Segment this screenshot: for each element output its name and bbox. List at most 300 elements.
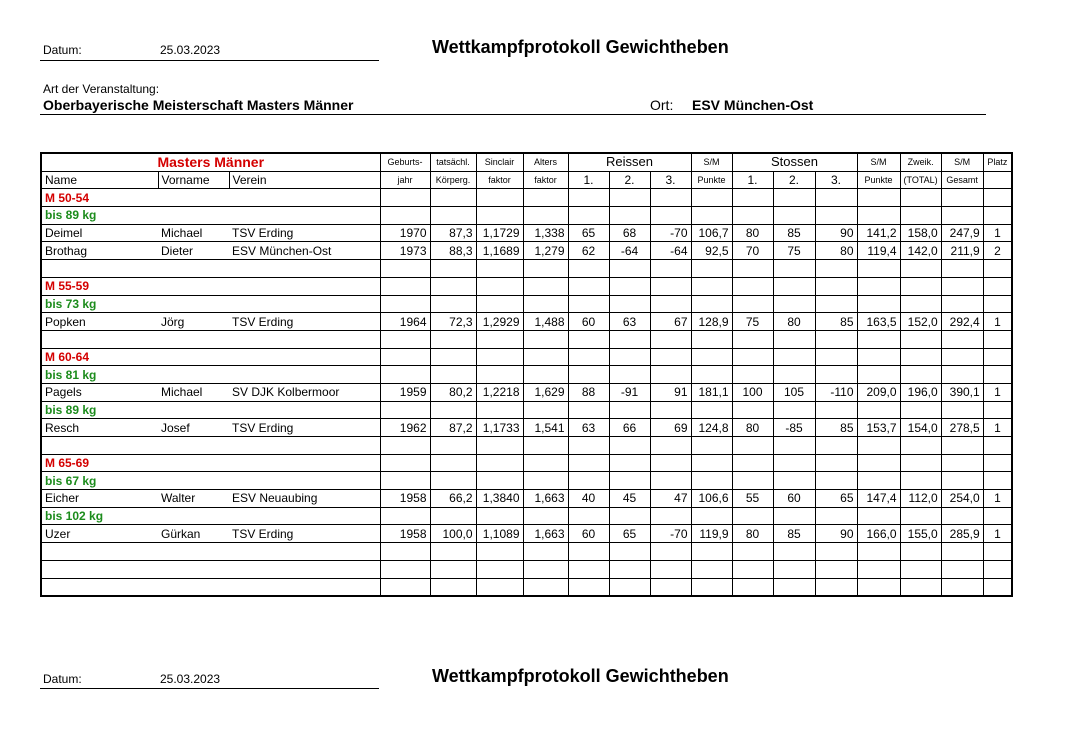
results-table [40,152,1013,597]
header-alters: Alters [523,153,568,171]
empty-cell [773,207,815,225]
empty-cell [815,207,857,225]
empty-cell [691,207,732,225]
cell-kg: 88,3 [430,242,476,260]
empty-cell [650,543,691,561]
empty-cell [983,543,1012,561]
cell-platz: 2 [983,242,1012,260]
empty-cell [773,543,815,561]
empty-cell [732,507,773,525]
empty-cell [983,295,1012,313]
empty-cell [691,295,732,313]
athlete-row [41,242,1012,260]
empty-cell [691,401,732,419]
empty-cell [523,543,568,561]
header-platz: Platz [983,153,1012,171]
header-sinclair: Sinclair [476,153,523,171]
cell-r1: 88 [568,383,609,401]
cell-alters: 1,488 [523,313,568,331]
empty-cell [650,578,691,596]
empty-cell [380,295,430,313]
header-stossen: Stossen [732,153,857,171]
cell-ssm: 153,7 [857,419,900,437]
empty-cell [857,260,900,278]
cell-name: Eicher [41,490,158,508]
cell-s1: 80 [732,525,773,543]
empty-cell [523,260,568,278]
cell-ssm: 119,4 [857,242,900,260]
date-label: Datum: [43,43,82,57]
athlete-row [41,525,1012,543]
empty-cell [380,401,430,419]
cell-vorname: Dieter [158,242,229,260]
empty-cell [523,330,568,348]
cell-sinclair: 1,1089 [476,525,523,543]
cell-r1: 60 [568,525,609,543]
empty-cell [732,277,773,295]
empty-cell [650,437,691,455]
cell-r3: -64 [650,242,691,260]
empty-cell [41,560,380,578]
empty-cell [609,260,650,278]
cell-verein: ESV München-Ost [229,242,380,260]
empty-cell [609,207,650,225]
cell-r2: 65 [609,525,650,543]
cell-verein: TSV Erding [229,313,380,331]
header-reissen: Reissen [568,153,691,171]
cell-jahr: 1958 [380,490,430,508]
cell-r1: 60 [568,313,609,331]
empty-cell [523,348,568,366]
cell-jahr: 1958 [380,525,430,543]
empty-cell [983,437,1012,455]
empty-cell [380,472,430,490]
empty-cell [41,437,380,455]
cell-r3: 47 [650,490,691,508]
cell-verein: TSV Erding [229,224,380,242]
cell-jahr: 1970 [380,224,430,242]
weight-class-row [41,207,1012,225]
empty-cell [983,260,1012,278]
cell-vorname: Michael [158,224,229,242]
cell-rsm: 92,5 [691,242,732,260]
cell-s2: 105 [773,383,815,401]
cell-sinclair: 1,1689 [476,242,523,260]
cell-r2: 66 [609,419,650,437]
empty-cell [941,578,983,596]
empty-row [41,330,1012,348]
athlete-row [41,313,1012,331]
cell-total: 155,0 [900,525,941,543]
weight-class-label: bis 67 kg [41,472,380,490]
empty-cell [380,330,430,348]
empty-cell [476,260,523,278]
empty-cell [523,401,568,419]
header-vorname: Vorname [158,171,229,189]
cell-s3: 85 [815,313,857,331]
empty-cell [380,189,430,207]
empty-cell [476,401,523,419]
empty-cell [857,507,900,525]
empty-row [41,578,1012,596]
cell-name: Popken [41,313,158,331]
cell-platz: 1 [983,419,1012,437]
location-value: ESV München-Ost [692,97,814,113]
empty-cell [476,348,523,366]
empty-cell [773,472,815,490]
cell-name: Resch [41,419,158,437]
empty-cell [983,507,1012,525]
empty-cell [380,454,430,472]
empty-cell [732,560,773,578]
empty-cell [650,330,691,348]
empty-cell [857,578,900,596]
empty-cell [732,454,773,472]
empty-cell [941,472,983,490]
empty-cell [815,348,857,366]
empty-cell [691,260,732,278]
empty-cell [568,560,609,578]
header-s1: 1. [732,171,773,189]
cell-verein: TSV Erding [229,419,380,437]
empty-cell [691,454,732,472]
empty-cell [732,543,773,561]
cell-r2: 68 [609,224,650,242]
cell-s3: -110 [815,383,857,401]
empty-cell [983,189,1012,207]
cell-kg: 72,3 [430,313,476,331]
empty-cell [773,401,815,419]
empty-cell [983,401,1012,419]
cell-ssm: 163,5 [857,313,900,331]
empty-row [41,560,1012,578]
empty-cell [691,437,732,455]
empty-cell [732,295,773,313]
header-zweik: Zweik. [900,153,941,171]
cell-r1: 63 [568,419,609,437]
empty-cell [609,401,650,419]
empty-cell [41,578,380,596]
empty-cell [430,454,476,472]
weight-class-row [41,295,1012,313]
header-stossen-sm: S/M [857,153,900,171]
empty-cell [941,330,983,348]
empty-cell [941,189,983,207]
empty-cell [476,454,523,472]
empty-cell [900,330,941,348]
weight-class-label: bis 73 kg [41,295,380,313]
cell-total: 158,0 [900,224,941,242]
empty-cell [380,507,430,525]
cell-total: 152,0 [900,313,941,331]
cell-rsm: 106,6 [691,490,732,508]
empty-cell [900,277,941,295]
empty-cell [609,578,650,596]
empty-cell [815,543,857,561]
empty-cell [732,330,773,348]
empty-cell [609,507,650,525]
empty-cell [900,295,941,313]
empty-cell [523,277,568,295]
footer-date-value: 25.03.2023 [160,672,221,686]
empty-cell [900,543,941,561]
header-r1: 1. [568,171,609,189]
empty-cell [941,543,983,561]
empty-cell [430,472,476,490]
empty-cell [857,366,900,384]
empty-cell [430,348,476,366]
empty-cell [983,330,1012,348]
empty-cell [568,260,609,278]
empty-cell [691,560,732,578]
empty-cell [773,578,815,596]
empty-cell [900,507,941,525]
empty-cell [476,507,523,525]
empty-cell [568,330,609,348]
empty-cell [815,472,857,490]
cell-gesamt: 247,9 [941,224,983,242]
cell-platz: 1 [983,313,1012,331]
cell-r1: 62 [568,242,609,260]
empty-cell [609,472,650,490]
event-underline [40,114,986,115]
empty-cell [650,207,691,225]
cell-total: 196,0 [900,383,941,401]
empty-cell [523,366,568,384]
empty-cell [609,437,650,455]
empty-cell [857,295,900,313]
empty-cell [983,578,1012,596]
cell-r3: 91 [650,383,691,401]
empty-cell [650,560,691,578]
cell-sinclair: 1,1733 [476,419,523,437]
empty-cell [815,189,857,207]
empty-cell [941,454,983,472]
header-r3: 3. [650,171,691,189]
cell-s1: 80 [732,224,773,242]
empty-cell [732,260,773,278]
empty-cell [815,454,857,472]
empty-cell [650,472,691,490]
empty-cell [900,472,941,490]
cell-sinclair: 1,2929 [476,313,523,331]
cell-vorname: Michael [158,383,229,401]
empty-cell [941,437,983,455]
empty-cell [773,348,815,366]
empty-cell [430,207,476,225]
empty-cell [568,295,609,313]
weight-class-label: bis 81 kg [41,366,380,384]
empty-cell [568,401,609,419]
cell-platz: 1 [983,224,1012,242]
header-koerper-2: Körperg. [430,171,476,189]
empty-cell [568,507,609,525]
empty-cell [41,330,380,348]
empty-cell [857,437,900,455]
empty-cell [380,366,430,384]
empty-cell [732,472,773,490]
cell-total: 142,0 [900,242,941,260]
empty-cell [430,260,476,278]
empty-cell [941,560,983,578]
empty-cell [476,560,523,578]
empty-cell [568,348,609,366]
empty-cell [773,454,815,472]
cell-s3: 65 [815,490,857,508]
cell-s2: 85 [773,525,815,543]
empty-cell [476,295,523,313]
empty-cell [857,189,900,207]
header-row-1 [41,153,1012,171]
empty-cell [430,437,476,455]
empty-cell [857,401,900,419]
empty-cell [609,295,650,313]
empty-cell [430,543,476,561]
cell-jahr: 1973 [380,242,430,260]
empty-cell [568,454,609,472]
empty-cell [983,472,1012,490]
empty-cell [900,578,941,596]
empty-cell [523,207,568,225]
empty-cell [430,560,476,578]
empty-cell [691,277,732,295]
empty-cell [773,295,815,313]
empty-cell [900,437,941,455]
header-sm-gesamt: S/M [941,153,983,171]
cell-r2: -64 [609,242,650,260]
cell-s3: 80 [815,242,857,260]
empty-cell [430,295,476,313]
header-name: Name [41,171,158,189]
empty-cell [430,277,476,295]
empty-cell [773,189,815,207]
header-s3: 3. [815,171,857,189]
empty-row [41,260,1012,278]
cell-sinclair: 1,3840 [476,490,523,508]
empty-cell [857,277,900,295]
cell-alters: 1,663 [523,490,568,508]
empty-row [41,543,1012,561]
cell-jahr: 1959 [380,383,430,401]
header-platz-2 [983,171,1012,189]
empty-cell [609,366,650,384]
age-class-row [41,454,1012,472]
empty-cell [380,560,430,578]
empty-cell [380,277,430,295]
cell-kg: 66,2 [430,490,476,508]
empty-cell [983,560,1012,578]
age-class-label: M 55-59 [41,277,380,295]
empty-cell [941,295,983,313]
empty-cell [941,366,983,384]
empty-cell [857,348,900,366]
cell-platz: 1 [983,383,1012,401]
empty-cell [691,330,732,348]
empty-cell [650,189,691,207]
header-reissen-sm: S/M [691,153,732,171]
empty-cell [857,207,900,225]
empty-cell [941,401,983,419]
empty-cell [476,207,523,225]
empty-cell [523,472,568,490]
empty-cell [523,454,568,472]
empty-cell [857,472,900,490]
empty-cell [773,366,815,384]
cell-s3: 90 [815,224,857,242]
cell-s3: 90 [815,525,857,543]
header-row-2 [41,171,1012,189]
cell-r2: 45 [609,490,650,508]
empty-cell [773,437,815,455]
footer-title: Wettkampfprotokoll Gewichtheben [432,666,729,686]
empty-cell [430,401,476,419]
empty-cell [430,189,476,207]
cell-name: Pagels [41,383,158,401]
empty-cell [523,507,568,525]
header-geburt: Geburts- [380,153,430,171]
cell-ssm: 209,0 [857,383,900,401]
group-title: Masters Männer [41,153,380,171]
empty-cell [815,277,857,295]
empty-cell [568,543,609,561]
empty-cell [815,437,857,455]
empty-cell [568,366,609,384]
empty-cell [815,260,857,278]
empty-cell [476,437,523,455]
cell-total: 154,0 [900,419,941,437]
cell-total: 112,0 [900,490,941,508]
empty-cell [983,366,1012,384]
weight-class-label: bis 89 kg [41,207,380,225]
empty-cell [609,543,650,561]
age-class-label: M 50-54 [41,189,380,207]
empty-cell [430,578,476,596]
empty-cell [476,330,523,348]
empty-cell [732,578,773,596]
cell-r1: 40 [568,490,609,508]
empty-cell [523,189,568,207]
empty-cell [815,507,857,525]
empty-cell [691,507,732,525]
empty-cell [983,348,1012,366]
empty-cell [941,348,983,366]
cell-r2: -91 [609,383,650,401]
cell-alters: 1,338 [523,224,568,242]
empty-cell [691,189,732,207]
empty-cell [941,507,983,525]
date-value: 25.03.2023 [160,43,221,57]
empty-cell [609,348,650,366]
athlete-row [41,224,1012,242]
empty-cell [773,560,815,578]
cell-rsm: 128,9 [691,313,732,331]
empty-cell [900,348,941,366]
cell-platz: 1 [983,490,1012,508]
cell-s2: 60 [773,490,815,508]
cell-alters: 1,541 [523,419,568,437]
empty-cell [568,437,609,455]
empty-cell [983,207,1012,225]
cell-sinclair: 1,2218 [476,383,523,401]
empty-cell [900,207,941,225]
empty-cell [815,366,857,384]
empty-cell [691,348,732,366]
empty-cell [900,560,941,578]
athlete-row [41,383,1012,401]
cell-s2: 85 [773,224,815,242]
empty-cell [568,578,609,596]
empty-cell [815,401,857,419]
